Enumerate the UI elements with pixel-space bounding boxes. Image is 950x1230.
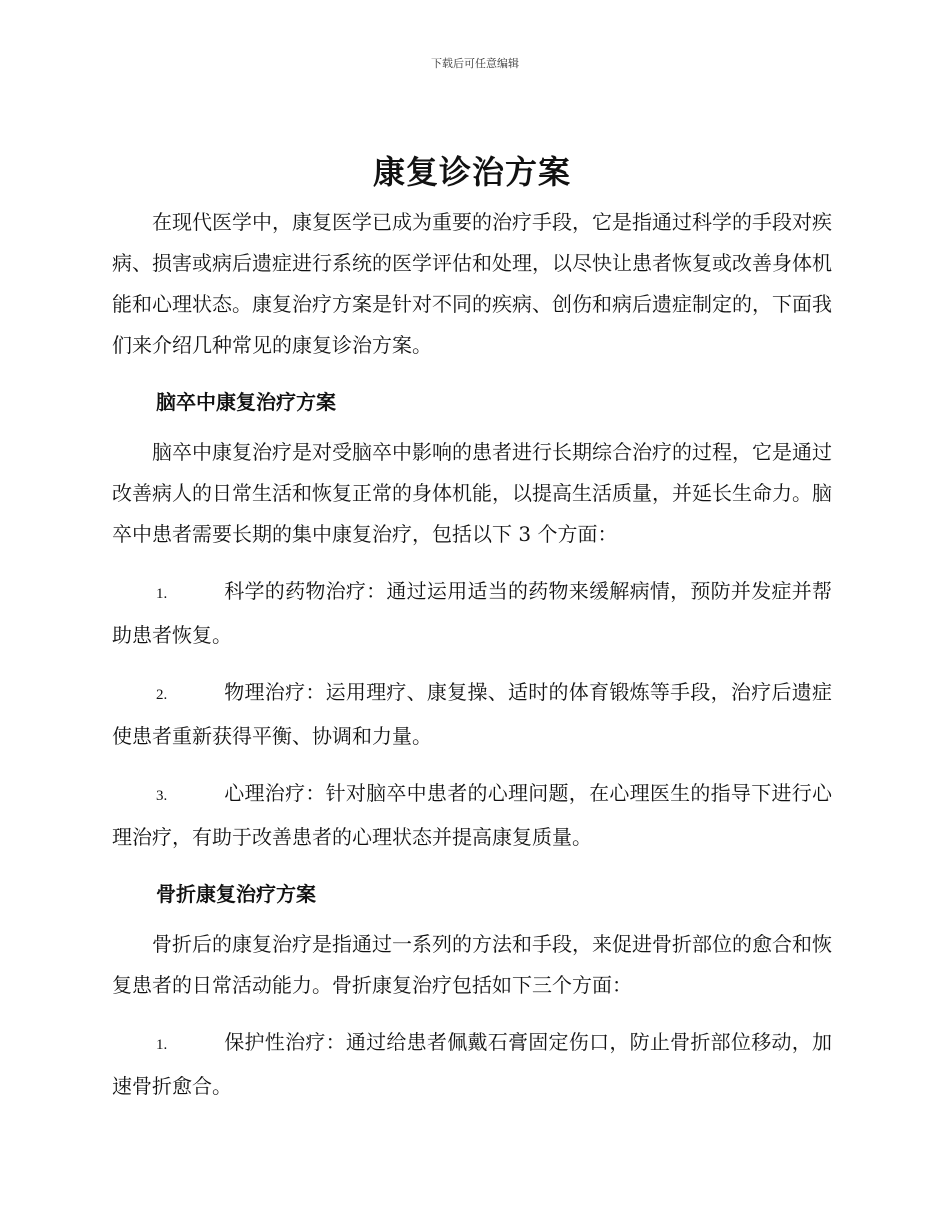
list-item-number: 2. [156,687,168,703]
section-heading-fracture: 骨折康复治疗方案 [156,882,316,906]
list-item [112,672,832,757]
list-item-text: 心理治疗：针对脑卒中患者的心理问题，在心理医生的指导下进行心理治疗，有助于改善患者的心理状态并提高康复质量。 [112,781,832,849]
document-body [112,148,832,1107]
list-item-text: 保护性治疗：通过给患者佩戴石膏固定伤口，防止骨折部位移动，加速骨折愈合。 [112,1030,832,1098]
document-title: 康复诊治方案 [372,153,571,191]
list-item-text: 物理治疗：运用理疗、康复操、适时的体育锻炼等手段，治疗后遗症使患者重新获得平衡、协调和力量。 [112,680,832,748]
list-item [112,571,832,656]
section-heading-stroke: 脑卒中康复治疗方案 [156,390,336,414]
list-item-text: 科学的药物治疗：通过运用适当的药物来缓解病情，预防并发症并帮助患者恢复。 [112,579,832,647]
list-item-number: 1. [156,1037,168,1053]
list-item [112,773,832,858]
header-note: 下载后可任意编辑 [431,57,519,70]
section-paragraph-fracture: 骨折后的康复治疗是指通过一系列的方法和手段，来促进骨折部位的愈合和恢复患者的日常活动能力。骨折康复治疗包括如下三个方面： [112,932,832,997]
list-item-number: 3. [156,788,168,804]
list-item-number: 1. [156,586,168,602]
section-paragraph-stroke: 脑卒中康复治疗是对受脑卒中影响的患者进行长期综合治疗的过程，它是通过改善病人的日常生活和恢复正常的身体机能，以提高生活质量，并延长生命力。脑卒中患者需要长期的集中康复治疗，包括以下 3 个方面： [112,440,832,546]
list-item [112,1022,832,1107]
intro-paragraph: 在现代医学中，康复医学已成为重要的治疗手段，它是指通过科学的手段对疾病、损害或病后遗症进行系统的医学评估和处理，以尽快让患者恢复或改善身体机能和心理状态。康复治疗方案是针对不同的疾病、创伤和病后遗症制定的，下面我们来介绍几种常见的康复诊治方案。 [112,210,832,357]
